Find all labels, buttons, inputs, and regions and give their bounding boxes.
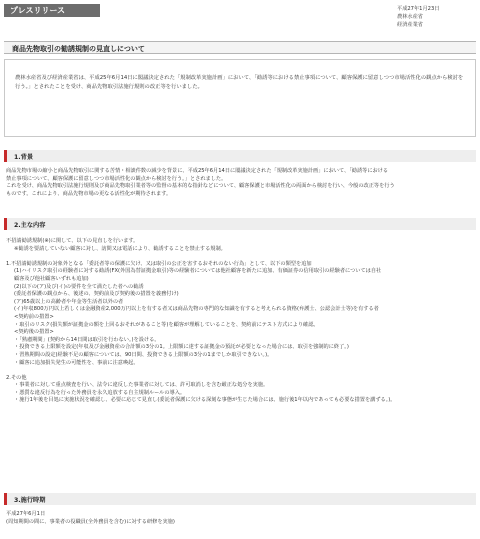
body-line: ・習熟期間の設定(経験不足の顧客については、90日間、投資できる上限額の3分の1までしか取引できない。)。	[14, 351, 273, 358]
body-line	[6, 253, 474, 261]
section-body-content	[6, 238, 474, 405]
ministry-name: 農林水産省	[397, 14, 423, 20]
section-heading-content	[4, 218, 476, 230]
body-line: (委託者保護の観点から、後述の、契約前及び契約後の措置を義務付け)	[14, 291, 179, 298]
release-meta	[397, 5, 439, 29]
body-line: これを受け、商品先物取引法施行規則及び商品先物取引業者等の監督の基本的な指針などについて、顧客保護と市場活性化の両面から検討を行い、今般の改正等を行う	[6, 183, 395, 190]
body-line: 禁止事項について、顧客保護に留意しつつ市場活性化の観点から検討を行う。」とされました。	[6, 175, 227, 182]
body-line: ・顧客に追加損失発生の可能性を、事前に注意喚起。	[14, 359, 139, 366]
body-line: (周知期間の間に、事業者の役職員(全外務員を含む)に対する研修を実施)	[6, 518, 175, 525]
body-line: ・「熟慮期間」(契約から14日間は取引を行わない。)を設ける。	[14, 336, 160, 343]
section-heading: 1.背景	[14, 154, 34, 161]
body-line: (1)ハイリスク取引の経験者に対する勧誘(FX(外国為替証拠金取引)等の経験者については他社顧客を新たに追加、有価証券の信用取引の経験者については自社	[14, 268, 382, 275]
body-line: ものです。これにより、商品先物市場の更なる活性化が期待されます。	[6, 190, 172, 197]
body-line: (ア)65歳以上の高齢者や年金等生活者以外の者	[14, 298, 124, 305]
body-line: ※勧誘を要請していない顧客に対し、訪問又は電話により、勧誘することを禁止する規制。	[14, 245, 226, 252]
body-line: 2.その他	[6, 374, 27, 381]
release-date: 平成27年1月23日	[397, 6, 440, 12]
document-title-bar	[4, 41, 476, 54]
document-title: 商品先物取引の勧誘規制の見直しについて	[12, 45, 145, 53]
body-line: (イ)年収800万円以上若しくは金融資産2,000万円以上を有する者又は商品先物の専門的な知識を有すると考えられる資格(弁護士、公認会計士等)を有する者	[14, 306, 379, 313]
body-line: (2)以下の(ア)及び(イ)の要件を全て満たした者への勧誘	[14, 283, 144, 290]
section-heading: 3.施行時期	[14, 497, 46, 504]
ministry-name: 経済産業省	[397, 22, 423, 28]
body-line: <契約後の措置>	[14, 329, 54, 336]
body-line: ・施行1年後を目処に実施状況を確認し、必要に応じて見直し(委託者保護に欠ける深刻な事態が生じた場合には、施行後1年以内であっても必要な措置を講ずる。)。	[14, 397, 396, 404]
body-line: 商品先物市場の縮小と商品先物取引に関する苦情・相談件数の減少を背景に、平成25年6月14日に閣議決定された「規制改革実施計画」において、「勧誘等における	[6, 168, 389, 174]
press-release-badge: プレスリリース	[4, 4, 100, 17]
body-line: ・取引のリスク(損失額が証拠金の額を上回るおそれがあること等)を顧客が理解していることを、契約前にテスト方式により確認。	[14, 321, 319, 328]
body-line: <契約前の措置>	[14, 313, 54, 320]
body-line: ・事業者に対して重点検査を行い、法令に違反した事業者に対しては、許可取消しを含む厳正な処分を実施。	[14, 382, 269, 389]
body-line: ・悪質な違反行為を行った外務員を永久追放する自主規制ルールの導入。	[14, 389, 186, 396]
body-line: ・投資できる上限額を設定(年収及び金融資産の合計額の3分の1。上限額に達する証拠金の預託が必要となった場合には、取引を強制的に終了。)	[14, 344, 349, 351]
section-heading-background	[4, 150, 476, 162]
body-line: 顧客及び他社顧客いずれも追加)	[14, 275, 89, 282]
section-heading: 2.主な内容	[14, 222, 46, 229]
summary-text: 農林水産省及び経済産業省は、平成25年6月14日に閣議決定された「規制改革実施計画」において、「勧誘等における禁止事項について、顧客保護に留意しつつ市場活性化の観点から検討を行う。」とされたことを受け、商品先物取引法施行規則の改正等を行いました。	[15, 75, 464, 90]
section-heading-schedule	[4, 493, 476, 505]
body-line: 平成27年6月1日	[6, 511, 46, 517]
body-line: 不招請勧誘規制(※)に関して、以下の見直しを行います。	[6, 238, 139, 244]
section-body-schedule	[6, 511, 474, 526]
body-line: 1.不招請勧誘規制の対象外となる「委託者等の保護に欠け、又は取引の公正を害するおそれのない行為」として、以下の類型を追加	[6, 260, 312, 267]
summary-box	[4, 59, 476, 137]
body-line	[6, 367, 474, 375]
section-body-background	[6, 168, 474, 198]
